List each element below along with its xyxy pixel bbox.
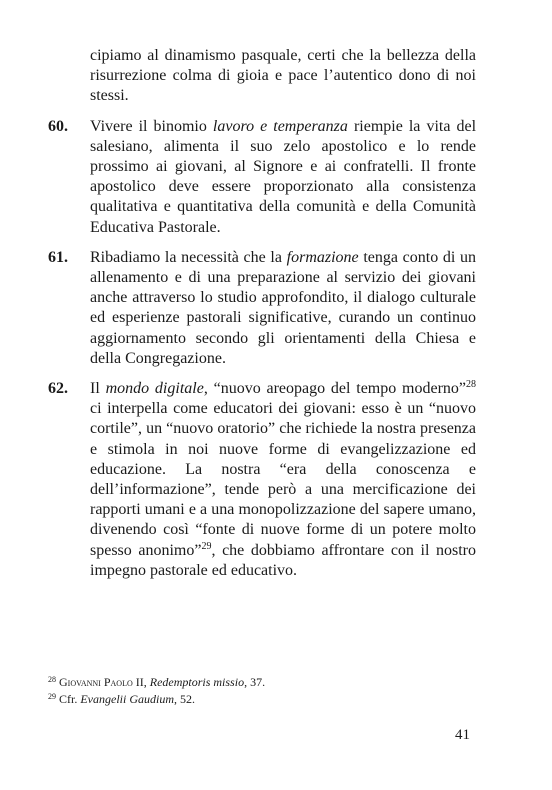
footnote-ref: 29 [201, 540, 212, 552]
text-run: Vivere il binomio [90, 117, 213, 135]
text-run: , che dobbiamo affrontare con il nostro impegno pastorale ed educativo. [90, 541, 476, 579]
paragraph-number: 62. [48, 380, 68, 398]
paragraph-61 [48, 248, 476, 369]
paragraph-62 [48, 379, 476, 581]
continuation-paragraph: cipiamo al dinamismo pasquale, certi che la bellezza della risurrezione colma di gioia e pace l’autentico dono di noi stessi. [90, 47, 476, 105]
paragraph-60 [48, 117, 476, 238]
footnote-author: Giovanni Paolo II [59, 675, 144, 689]
body-text [48, 46, 476, 591]
italic-term: lavoro e temperanza [212, 117, 348, 135]
paragraph-text [90, 248, 476, 369]
text-run: Il [90, 380, 106, 398]
paragraph-text [90, 379, 476, 581]
footnote-28 [48, 674, 476, 691]
paragraph-number: 61. [48, 248, 68, 266]
footnote-29 [48, 691, 476, 708]
paragraph-text [90, 117, 476, 238]
text-run: tenga conto di un allenamento e di una preparazione al servizio dei giovani anche attraverso lo studio approfondito, il dialogo culturale ed esperienze pastorali significative, curando un continuo aggiornamento secondo gli orientamenti della Chiesa e della Congregazione. [90, 248, 477, 367]
text-run: Cfr. [59, 692, 81, 706]
footnote-title: Redemptoris missio [149, 675, 245, 689]
footnotes [48, 674, 476, 708]
paragraph-number: 60. [48, 117, 68, 135]
footnote-number: 28 [48, 675, 56, 684]
footnote-title: Evangelii Gaudium [80, 692, 174, 706]
text-run: ci interpella come educatori dei giovani: esso è un “nuovo cortile”, un “nuovo oratorio” che richiede la nostra presenza e stimola in noi nuove forme di evangelizzazione ed educazione. La nostra “era della conoscenza e dell’informazione”, tende però a una mercificazione dei rapporti umani e a una monopolizzazione del sapere umano, divenendo così “fonte di nuove forme di un potere molto spesso anonimo” [90, 400, 476, 559]
text-run: , “nuovo areopago del tempo moderno” [203, 380, 467, 398]
text-run: , [143, 675, 150, 689]
footnote-ref: 28 [466, 379, 477, 391]
text-run: Ribadiamo la necessità che la [90, 248, 287, 266]
text-run: riempie la vita del salesiano, alimenta il suo zelo apostolico e lo rende prossimo ai giovani, al Signore e ai confratelli. Il fronte apostolico deve essere proporzionato alla consistenza qualitativa e quantitativa della comunità e della Comunità Educativa Pastorale. [90, 117, 477, 236]
italic-term: mondo digitale [105, 380, 204, 398]
text-run: , 37. [244, 675, 266, 689]
italic-term: formazione [286, 248, 359, 266]
page-number: 41 [455, 727, 470, 743]
text-run: , 52. [174, 692, 195, 706]
footnote-number: 29 [48, 692, 56, 701]
